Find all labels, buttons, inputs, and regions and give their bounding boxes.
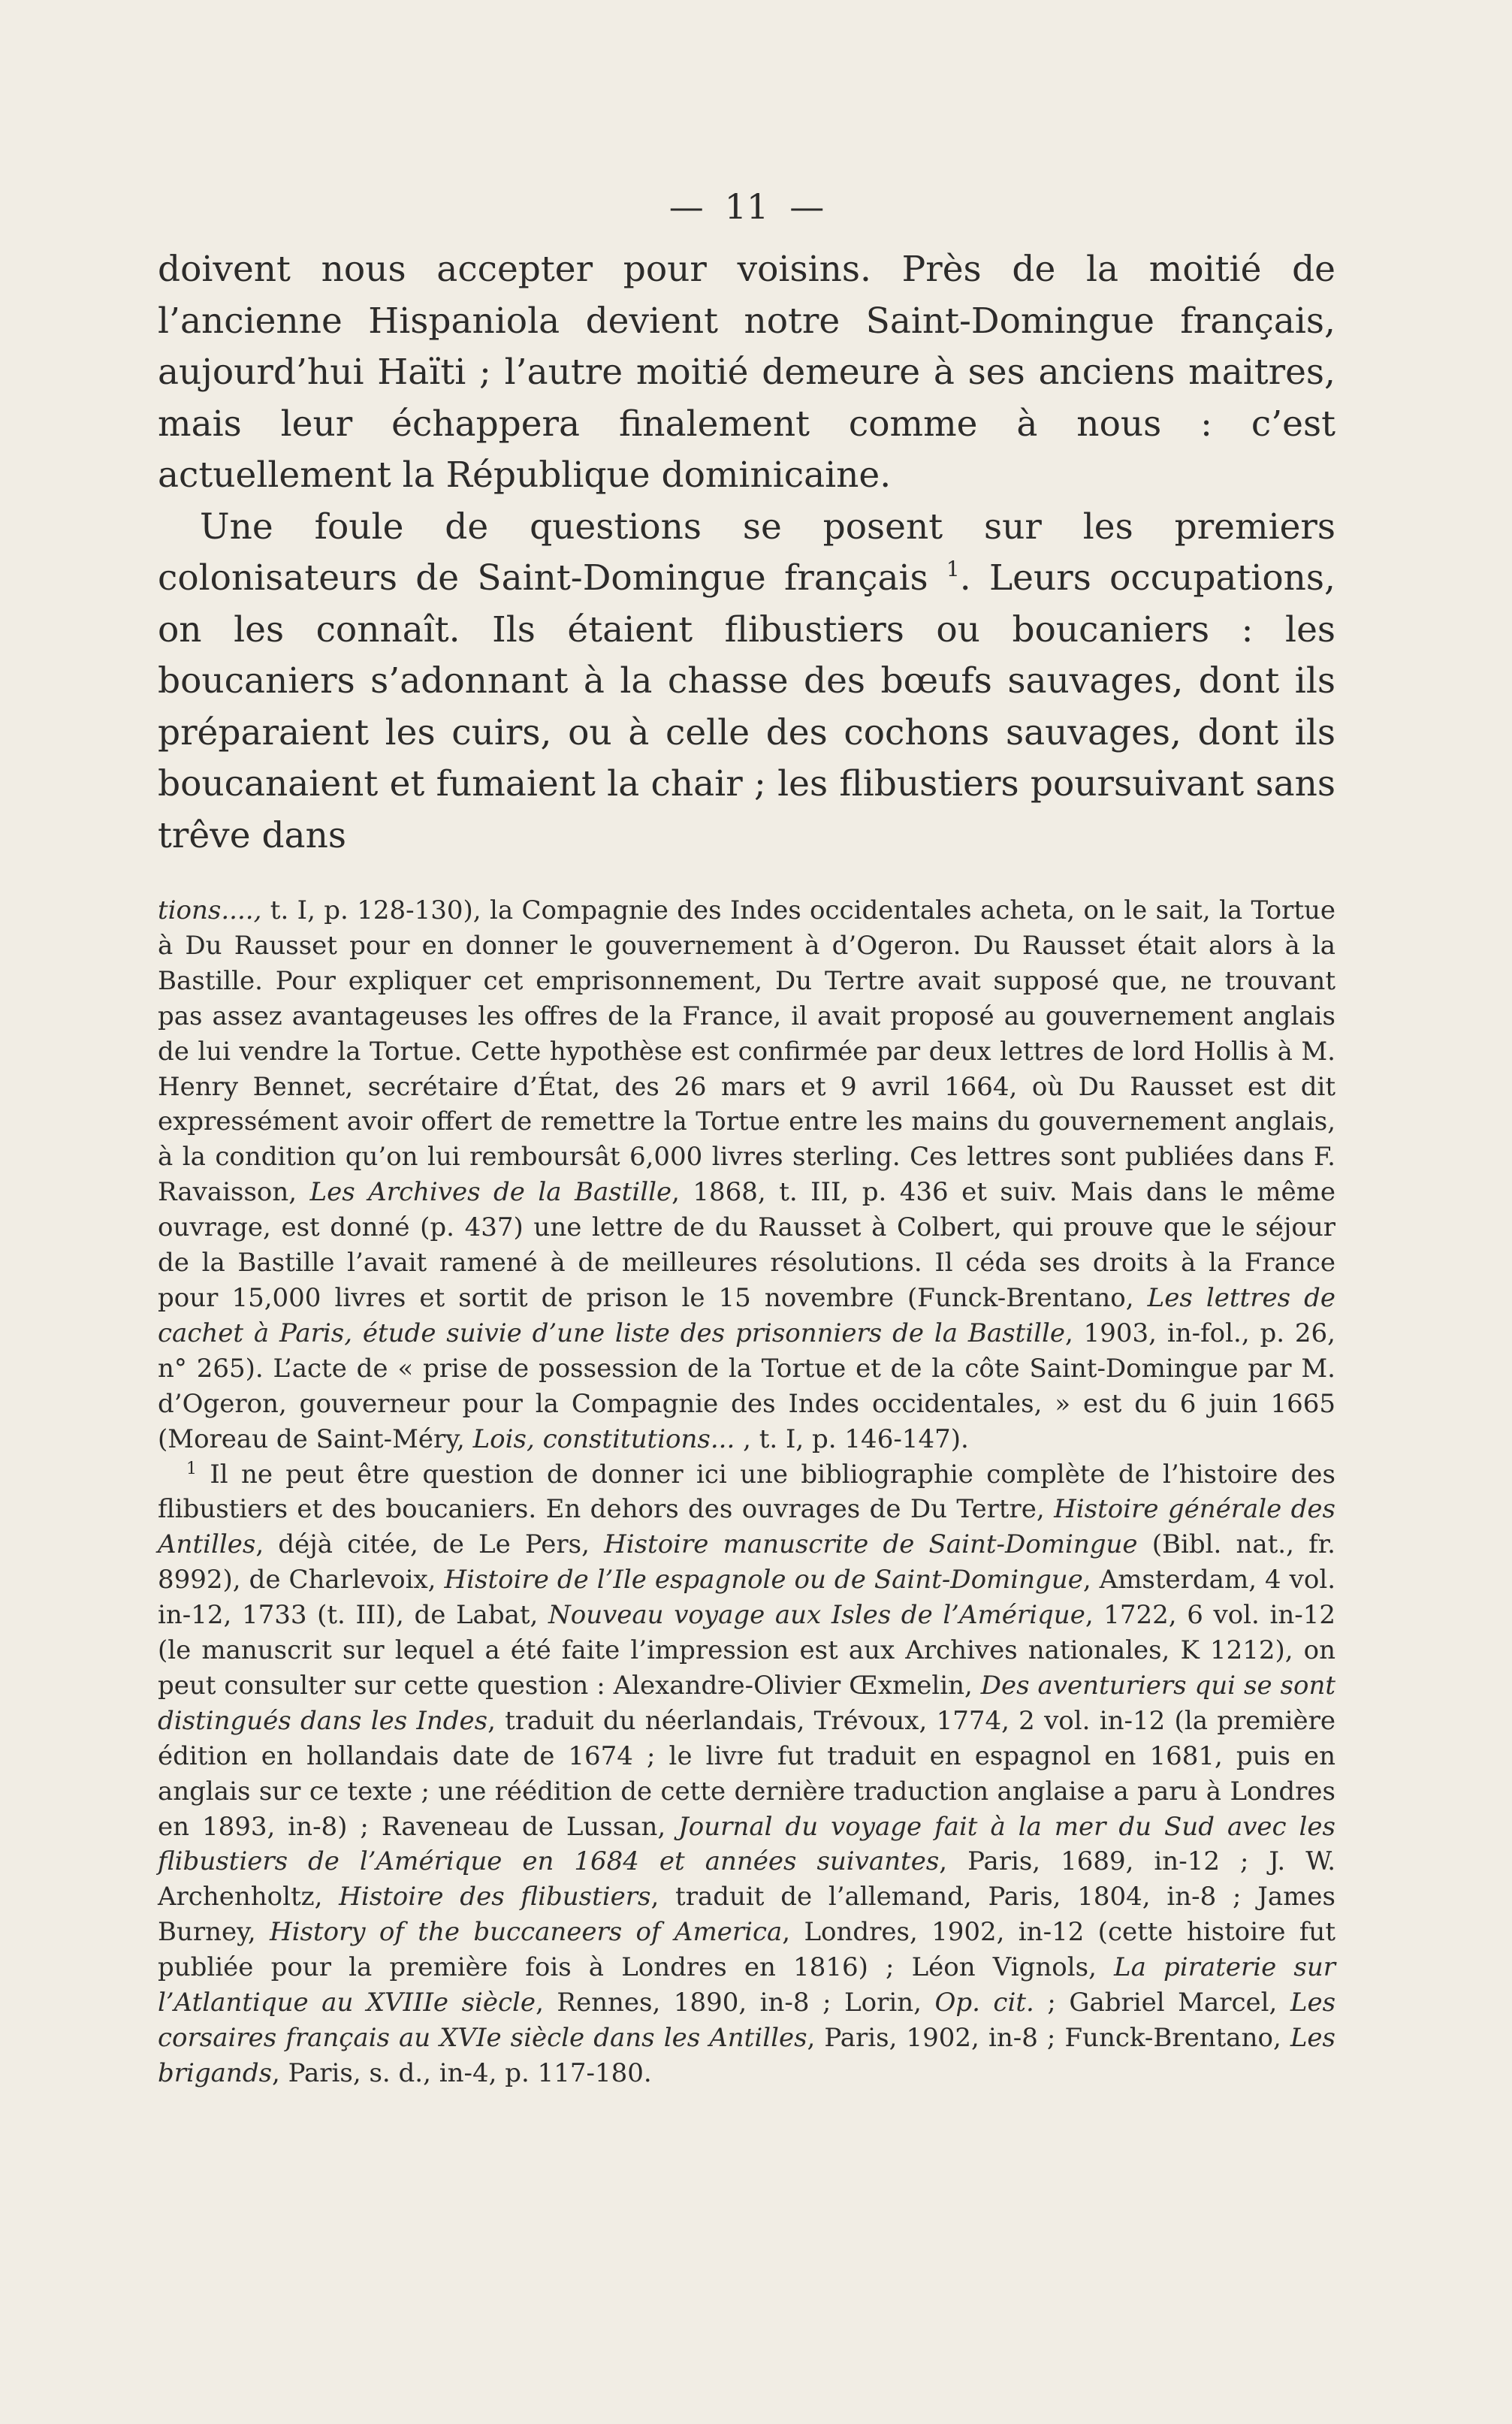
text-segment-2: , déjà citée, de Le Pers, <box>255 1529 605 1560</box>
footnote-continuation <box>158 893 1335 1457</box>
italic-segment-0: tions...., <box>158 895 270 925</box>
text-segment-7: , t. I, p. 146-147). <box>735 1423 969 1454</box>
paragraph-2: Une foule de questions se posent sur les premiers colonisateurs de Saint-Domingue français $^1$. Leurs occupations, on les connaît. Ils étaient flibustiers ou boucaniers : les boucaniers s’adonnant à la chasse des bœufs sauvages, dont ils préparaient les cuirs, ou à celle des cochons sauvages, dont ils boucanaient et fumaient la chair ; les flibustiers poursuivant sans trêve dans <box>158 506 1335 856</box>
paragraph-1: doivent nous accepter pour voisins. Près de la moitié de l’ancienne Hispaniola devient notre Saint-Domingue français, aujourd’hui Haïti ; l’autre moitié demeure à ses anciens maitres, mais leur échappera finalement comme à nous : c’est actuellement la République dominicaine. <box>158 249 1335 496</box>
footnote-1 <box>158 1457 1335 2091</box>
text-segment-12: , Paris, 1689, in-12 ; J. W. Archenholtz, <box>158 1846 1335 1912</box>
text-segment-16: , Londres, 1902, in-12 (cette histoire fut publiée pour la première fois à Londres en 1816) ; Léon Vignols, <box>158 1917 1335 1983</box>
text-segment-6: , Amsterdam, 4 vol. in-12, 1733 (t. III), de Labat, <box>158 1565 1335 1631</box>
italic-segment-5: Histoire de l’Ile espagnole ou de Saint-Domingue <box>444 1565 1083 1595</box>
text-segment-8: , 1722, 6 vol. in-12 (le manuscrit sur lequel a été faite l’impression est aux Archives nationales, K 1212), on peut consulter sur cette question : Alexandre-Olivier Œxmelin, <box>158 1600 1335 1701</box>
italic-segment-3: Histoire manuscrite de Saint-Domingue <box>604 1529 1138 1560</box>
text-segment-4: (Bibl. nat., fr. 8992), de Charlevoix, <box>158 1529 1335 1595</box>
footnote-1-text <box>158 1460 1335 2088</box>
italic-segment-19: Op. cit. <box>934 1988 1034 2018</box>
text-segment-22: , Paris, 1902, in-8 ; Funck-Brentano, <box>807 2023 1290 2053</box>
text-segment-14: , traduit de l’allemand, Paris, 1804, in-8 ; James Burney, <box>158 1882 1335 1948</box>
text-segment-5: , 1903, in-fol., p. 26, n° 265). L’acte de « prise de possession de la Tortue et de la côte Saint-Domingue par M. d’Ogeron, gouverneur pour la Compagnie des Indes occidentales, » est du 6 juin 1665 (Moreau de Saint-Méry, <box>158 1318 1335 1454</box>
italic-segment-13: Histoire des flibustiers <box>339 1882 651 1912</box>
italic-segment-23: Les brigands <box>158 2023 1335 2088</box>
text-segment-3: , 1868, t. III, p. 436 et suiv. Mais dans le même ouvrage, est donné (p. 437) une lettre de du Rausset à Colbert, qui prouve que le séjour de la Bastille l’avait ramené à de meilleures résolutions. Il céda ses droits à la France pour 15,000 livres et sortit de prison le 15 novembre (Funck-Brentano, <box>158 1177 1335 1313</box>
main-text <box>158 244 1335 862</box>
italic-segment-15: History of the buccaneers of America <box>270 1917 783 1948</box>
italic-segment-1: Histoire générale des Antilles <box>158 1494 1335 1560</box>
italic-segment-9: Des aventuriers qui se sont distingués dans les Indes <box>158 1670 1336 1736</box>
italic-segment-17: La piraterie sur l’Atlantique au XVIIIe siècle <box>158 1952 1335 2018</box>
italic-segment-4: Les lettres de cachet à Paris, étude suivie d’une liste des prisonniers de la Bastille <box>158 1282 1335 1348</box>
italic-segment-7: Nouveau voyage aux Isles de l’Amérique <box>548 1600 1085 1631</box>
text-segment-24: , Paris, s. d., in-4, p. 117-180. <box>272 2057 652 2088</box>
book-page <box>158 184 1335 2091</box>
text-segment-20: ; Gabriel Marcel, <box>1034 1988 1290 2018</box>
text-segment-10: , traduit du néerlandais, Trévoux, 1774, 2 vol. in-12 (la première édition en hollandais date de 1674 ; le livre fut traduit en espagnol en 1681, puis en anglais sur ce texte ; une réédition de cette dernière traduction anglaise a paru à Londres en 1893, in-8) ; Raveneau de Lussan, <box>158 1705 1335 1842</box>
footnote-1-marker: 1 <box>186 1459 197 1478</box>
italic-segment-11: Journal du voyage fait à la mer du Sud avec les flibustiers de l’Amérique en 1684 et années suivantes <box>158 1811 1335 1877</box>
footnote-reference-1: 1 <box>946 557 960 581</box>
italic-segment-21: Les corsaires français au XVIe siècle dans les Antilles <box>158 1988 1336 2053</box>
footnotes <box>158 893 1335 2091</box>
text-segment-18: , Rennes, 1890, in-8 ; Lorin, <box>536 1988 935 2018</box>
text-segment-1: t. I, p. 128-130), la Compagnie des Indes occidentales acheta, on le sait, la Tortue à Du Rausset pour en donner le gouvernement à d’Ogeron. Du Rausset était alors à la Bastille. Pour expliquer cet emprisonnement, Du Tertre avait supposé que, ne trouvant pas assez avantageuses les offres de la France, il avait proposé au gouvernement anglais de lui vendre la Tortue. Cette hypothèse est confirmée par deux lettres de lord Hollis à M. Henry Bennet, secrétaire d’État, des 26 mars et 9 avril 1664, où Du Rausset est dit expressément avoir offert de remettre la Tortue entre les mains du gouvernement anglais, à la condition qu’on lui remboursât 6,000 livres sterling. Ces lettres sont publiées dans F. Ravaisson, <box>158 895 1336 1208</box>
italic-segment-2: Les Archives de la Bastille <box>309 1177 672 1208</box>
text-segment-0: Il ne peut être question de donner ici une bibliographie complète de l’histoire des flibustiers et des boucaniers. En dehors des ouvrages de Du Tertre, <box>158 1459 1335 1525</box>
page-number-value: 11 <box>724 186 769 227</box>
italic-segment-6: Lois, constitutions... <box>472 1423 735 1454</box>
page-number: — 11 — <box>668 186 825 227</box>
